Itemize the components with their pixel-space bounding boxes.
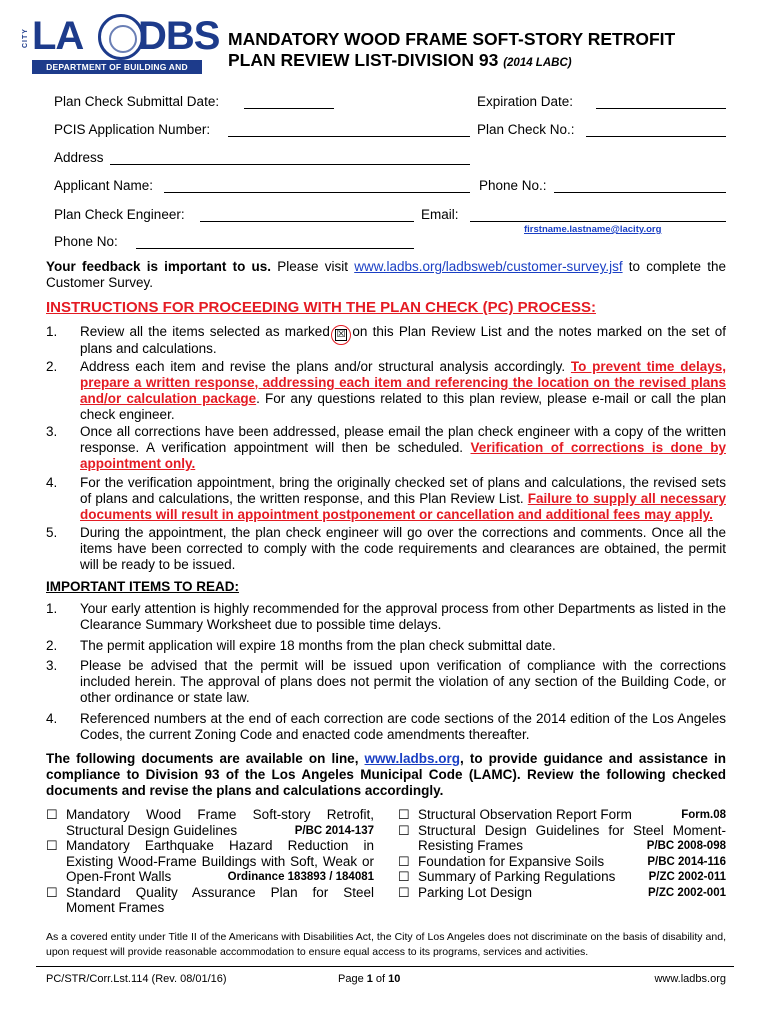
email-label: Email: bbox=[421, 207, 459, 222]
submittal-date-field[interactable] bbox=[244, 108, 334, 109]
document-code: P/ZC 2002-011 bbox=[648, 871, 726, 883]
instruction-item-3: 3. Once all corrections have been addressed, please email the plan check engineer with a copy of the written response. A verification appointment will then be scheduled. Verification of corrections is done by appointment only. bbox=[46, 424, 726, 471]
applicant-phone-label: Phone No.: bbox=[479, 178, 547, 193]
ladbs-logo bbox=[20, 14, 220, 86]
form-id: PC/STR/Corr.Lst.114 (Rev. 08/01/16) bbox=[46, 973, 227, 985]
important-item-2: 2. The permit application will expire 18 months from the plan check submittal date. bbox=[46, 638, 556, 653]
customer-survey-link[interactable]: www.ladbs.org/ladbsweb/customer-survey.jsf bbox=[354, 259, 623, 274]
footer-divider bbox=[36, 966, 734, 967]
checkbox-icon[interactable]: ☐ bbox=[398, 853, 410, 869]
document-code: P/ZC 2002-001 bbox=[648, 886, 726, 899]
documents-intro: The following documents are available on line, www.ladbs.org, to provide guidance and assistance in compliance to Division 93 of the Los Angeles Municipal Code (LAMC). Review the following checked documents and revise the plans and calculations accordingly. bbox=[46, 751, 726, 798]
feedback-lead: Your feedback is important to us. bbox=[46, 259, 272, 274]
document-item: ☐ Mandatory Wood Frame Soft-story Retrofit, Structural Design Guidelines P/BC 2014-137 bbox=[46, 807, 374, 838]
submittal-date-label: Plan Check Submittal Date: bbox=[54, 94, 220, 109]
applicant-phone-field[interactable] bbox=[554, 192, 726, 193]
feedback-paragraph: Your feedback is important to us. Please visit www.ladbs.org/ladbsweb/customer-survey.jsf to complete the Customer Survey. bbox=[46, 259, 726, 290]
document-item: ☐ Foundation for Expansive Soils P/BC 2014-116 bbox=[398, 853, 726, 869]
document-code: Ordinance 183893 / 184081 bbox=[227, 871, 374, 883]
checkbox-icon[interactable]: ☐ bbox=[46, 807, 58, 822]
checkbox-icon[interactable]: ☐ bbox=[398, 869, 410, 884]
plan-check-no-field[interactable] bbox=[586, 136, 726, 137]
important-item-4: 4. Referenced numbers at the end of each correction are code sections of the 2014 edition of the Los Angeles Codes, the current Zoning Code and enacted code amendments thereafter. bbox=[46, 711, 726, 742]
checkbox-icon[interactable]: ☐ bbox=[46, 884, 58, 900]
documents-right-column bbox=[398, 807, 726, 900]
checkbox-icon[interactable]: ☐ bbox=[46, 838, 58, 853]
checkbox-icon[interactable]: ☐ bbox=[398, 884, 410, 900]
title-line-1: MANDATORY WOOD FRAME SOFT-STORY RETROFIT bbox=[228, 29, 676, 49]
footer-site-link[interactable]: www.ladbs.org bbox=[654, 973, 726, 985]
title-line-2: PLAN REVIEW LIST-DIVISION 93 (2014 LABC) bbox=[228, 50, 572, 70]
email-address-link[interactable]: firstname.lastname@lacity.org bbox=[524, 224, 662, 235]
checkbox-icon[interactable]: ☐ bbox=[398, 822, 410, 838]
pcis-number-field[interactable] bbox=[228, 136, 470, 137]
instruction-item-1: 1. Review all the items selected as marked ☒ on this Plan Review List and the notes marked on the set of plans and calculations. bbox=[46, 324, 726, 356]
title-code-edition: (2014 LABC) bbox=[503, 57, 572, 69]
checkbox-icon[interactable]: ☐ bbox=[398, 807, 410, 822]
appointment-only-note: Verification of corrections is done by appointment only. bbox=[80, 440, 726, 471]
expiration-date-label: Expiration Date: bbox=[477, 94, 574, 109]
engineer-phone-label: Phone No: bbox=[54, 234, 118, 249]
marked-checkbox-icon: ☒ bbox=[335, 329, 347, 341]
document-item: ☐ Parking Lot Design P/ZC 2002-001 bbox=[398, 884, 726, 900]
failure-to-supply-note: Failure to supply all necessary documents will result in appointment postponement or cancellation and additional fees may apply. bbox=[80, 491, 726, 522]
plan-check-engineer-field[interactable] bbox=[200, 221, 414, 222]
important-item-1: 1. Your early attention is highly recommended for the approval process from other Departments as listed in the Clearance Summary Worksheet due to possible time delays. bbox=[46, 601, 726, 632]
logo-la-text: LA bbox=[32, 14, 84, 58]
document-item: ☐ Summary of Parking Regulations P/ZC 2002-011 bbox=[398, 869, 726, 884]
plan-check-no-label: Plan Check No.: bbox=[477, 122, 575, 137]
logo-city-text: CITY bbox=[22, 28, 29, 48]
document-title bbox=[228, 29, 675, 74]
document-code: P/BC 2008-098 bbox=[646, 840, 726, 852]
document-item: ☐ Structural Design Guidelines for Steel Moment- Resisting Frames P/BC 2008-098 bbox=[398, 822, 726, 853]
ladbs-link[interactable]: www.ladbs.org bbox=[364, 751, 461, 766]
document-code: P/BC 2014-116 bbox=[647, 855, 726, 868]
instruction-item-4: 4. For the verification appointment, bring the originally checked set of plans and calculations, the revised sets of plans and calculations, the written response, and this Plan Review List. Failure to supply all necessary documents will result in appointment postponement or cancellation and additional fees may apply. bbox=[46, 475, 726, 522]
ada-footnote: As a covered entity under Title II of the Americans with Disabilities Act, the City of Los Angeles does not discriminate on the basis of disability and, upon request will provide reasonable accommodation to ensure equal access to its programs, services and activities. bbox=[46, 931, 726, 958]
engineer-phone-field[interactable] bbox=[136, 248, 414, 249]
important-items-heading: IMPORTANT ITEMS TO READ: bbox=[46, 579, 239, 594]
applicant-name-label: Applicant Name: bbox=[54, 178, 154, 193]
prevent-delays-note: To prevent time delays, prepare a written response, addressing each item and referencing the location on the revised plans and/or calculation package bbox=[80, 359, 726, 406]
address-label: Address bbox=[54, 150, 104, 165]
instruction-item-5: 5. During the appointment, the plan check engineer will go over the corrections and comments. Once all the items have been corrected to comply with the code requirements and clearances are obtained, the permit will be ready to be issued. bbox=[46, 525, 726, 572]
instructions-heading: INSTRUCTIONS FOR PROCEEDING WITH THE PLAN CHECK (PC) PROCESS: bbox=[46, 299, 597, 316]
pcis-number-label: PCIS Application Number: bbox=[54, 122, 211, 137]
page-number: Page 1 of 10 bbox=[338, 973, 401, 985]
logo-dbs-text: DBS bbox=[138, 14, 220, 58]
plan-check-engineer-label: Plan Check Engineer: bbox=[54, 207, 185, 222]
document-item: ☐ Standard Quality Assurance Plan for Steel Moment Frames bbox=[46, 884, 374, 915]
applicant-name-field[interactable] bbox=[164, 192, 470, 193]
documents-left-column bbox=[46, 807, 374, 916]
expiration-date-field[interactable] bbox=[596, 108, 726, 109]
document-item: ☐ Mandatory Earthquake Hazard Reduction in Existing Wood-Frame Buildings with Soft, Weak or Open-Front Walls Ordinance 183893 / 184081 bbox=[46, 838, 374, 884]
document-code: Form.08 bbox=[681, 809, 726, 821]
address-field[interactable] bbox=[110, 164, 470, 165]
instruction-item-2: 2. Address each item and revise the plans and/or structural analysis accordingly. To prevent time delays, prepare a written response, addressing each item and referencing the location on the revised plans and/or calculation package. For any questions related to this plan review, please e-mail or call the plan check engineer. bbox=[46, 359, 726, 422]
logo-department-banner: DEPARTMENT OF BUILDING AND SAFETY bbox=[32, 60, 202, 74]
email-field[interactable] bbox=[470, 221, 726, 222]
document-item: ☐ Structural Observation Report Form Form.08 bbox=[398, 807, 726, 822]
document-code: P/BC 2014-137 bbox=[294, 824, 374, 837]
important-item-3: 3. Please be advised that the permit will be issued upon verification of compliance with the corrections included herein. The approval of plans does not permit the violation of any section of the Building Code, or other ordinance or state law. bbox=[46, 658, 726, 705]
